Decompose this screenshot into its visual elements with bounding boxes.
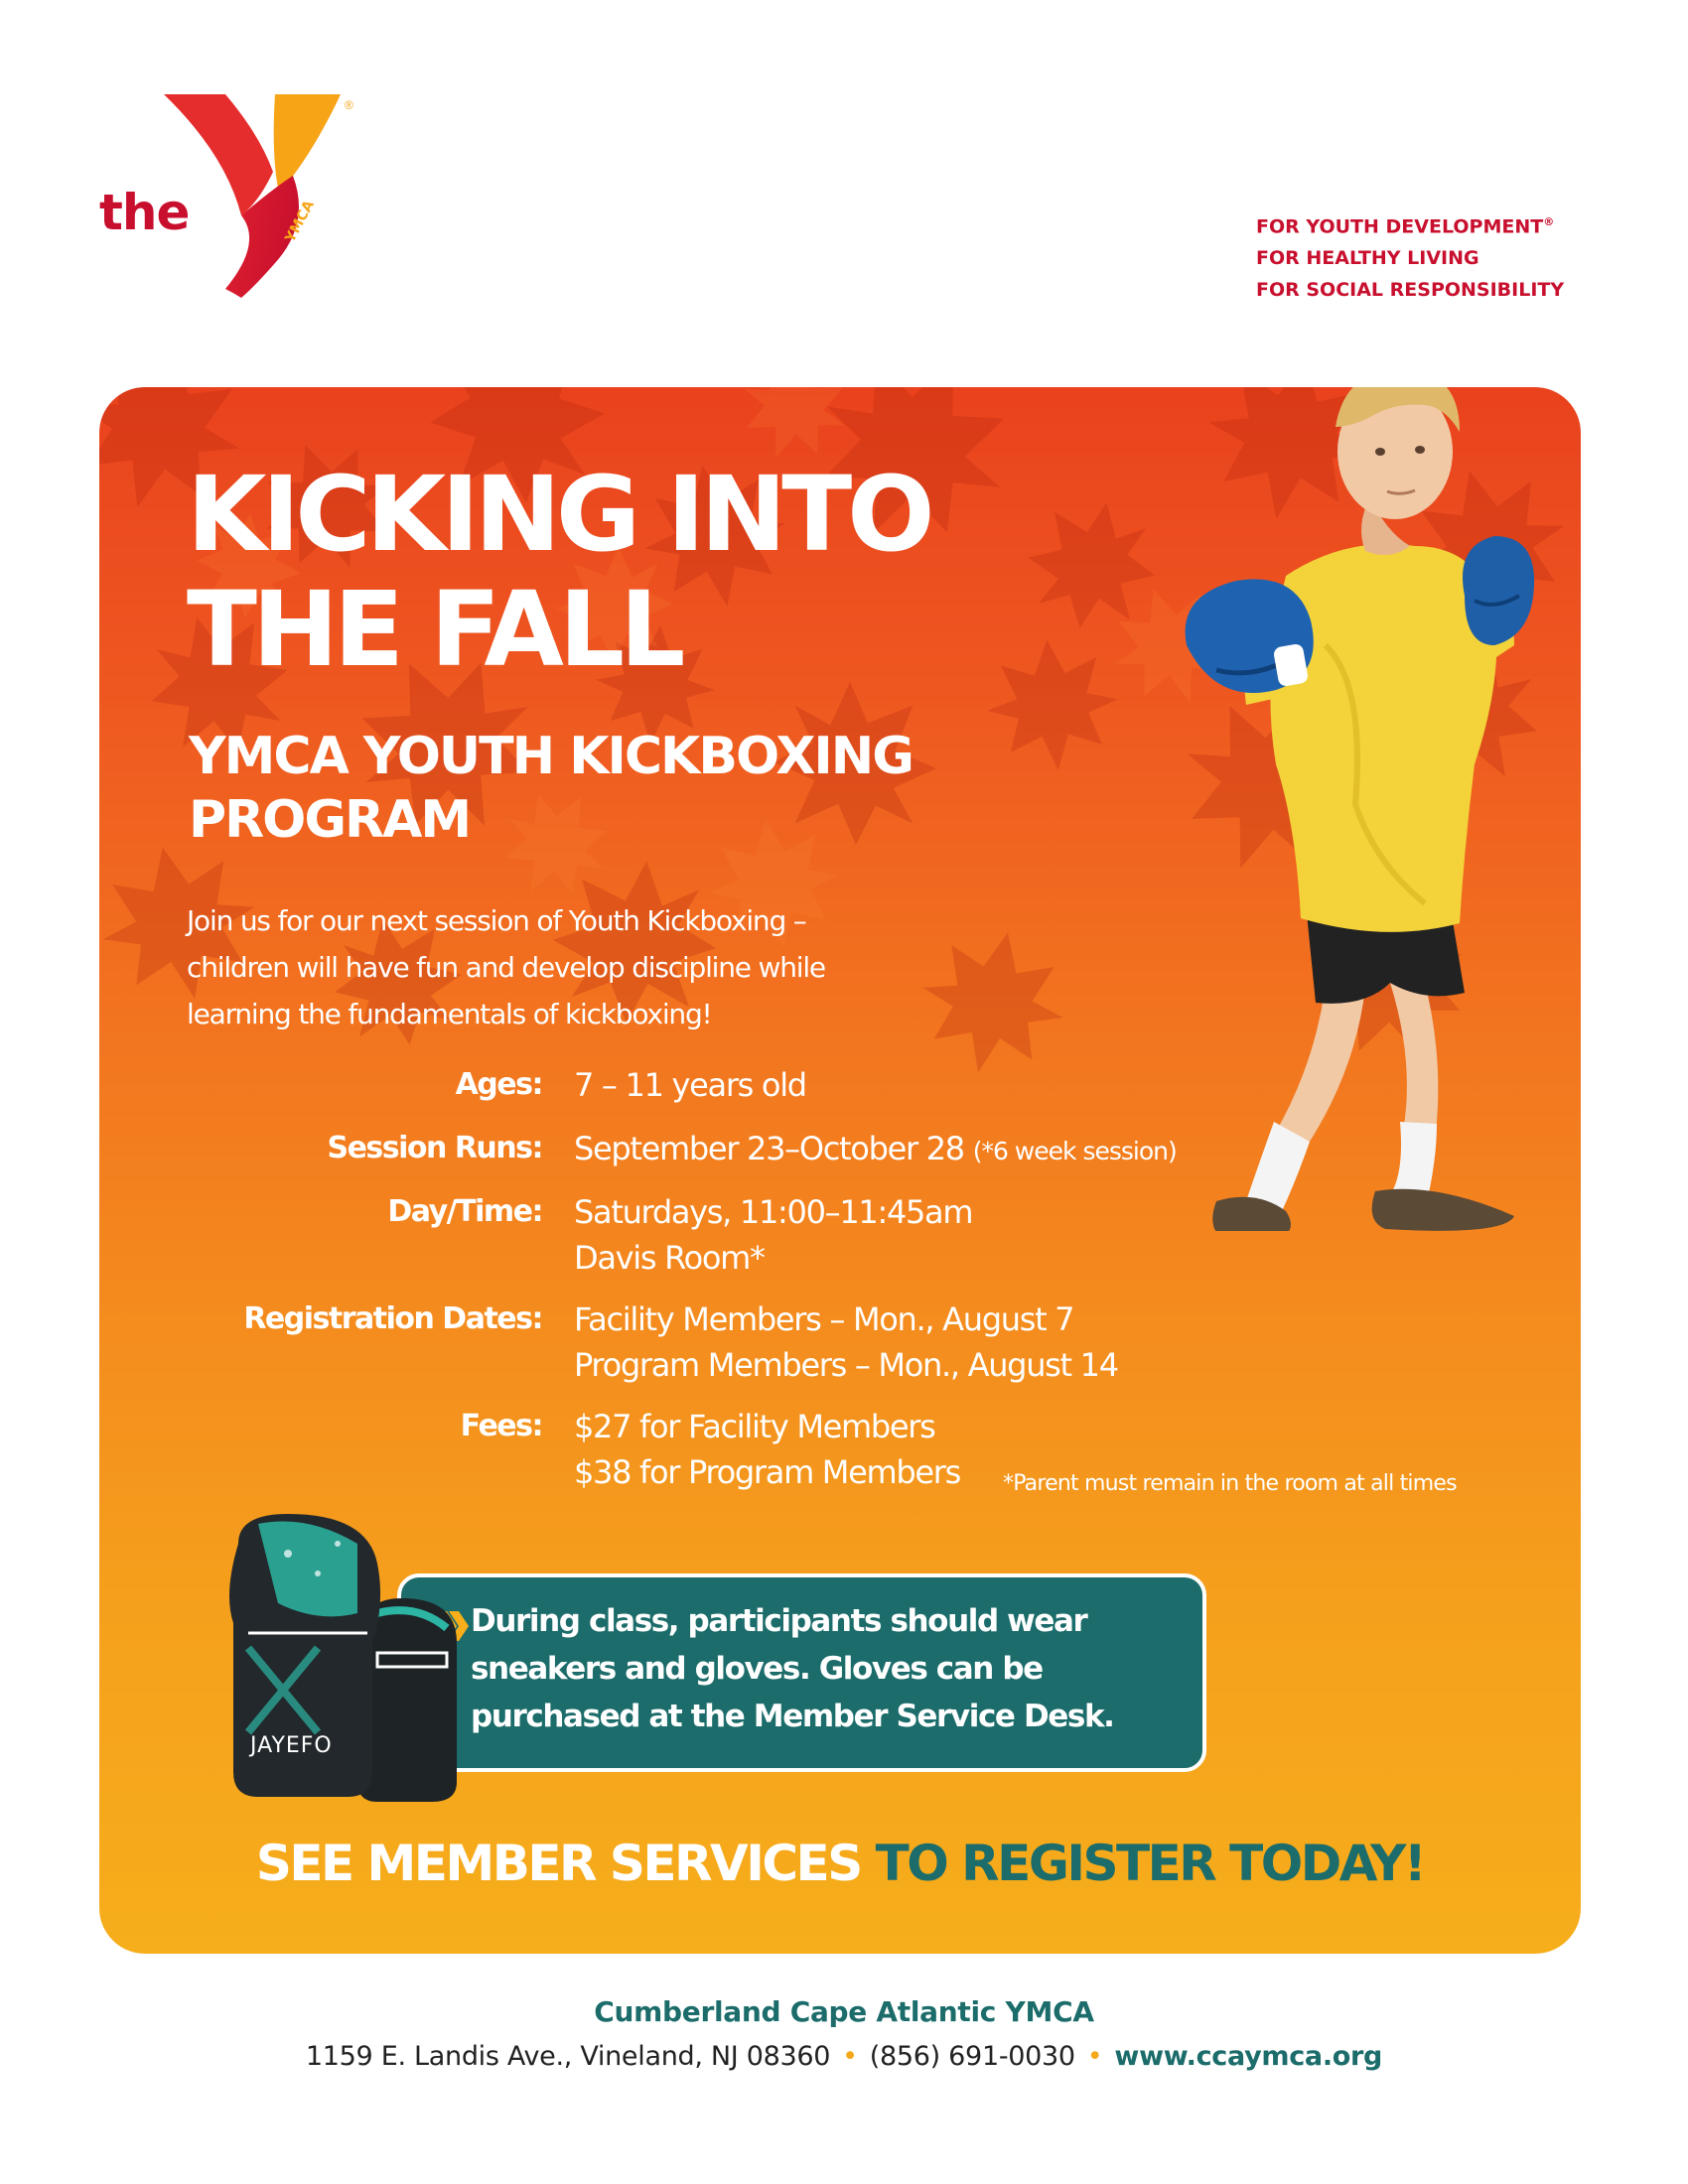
tagline-line-1: FOR YOUTH DEVELOPMENT® (1256, 215, 1555, 238)
session-label: Session Runs: (327, 1131, 542, 1165)
tagline-line-2: FOR HEALTHY LIVING (1256, 247, 1479, 270)
logo-word-the: the (99, 184, 190, 241)
separator-dot-2: • (1086, 2041, 1103, 2072)
parent-footnote: *Parent must remain in the room at all times (1003, 1471, 1457, 1496)
daytime-label: Day/Time: (387, 1194, 542, 1229)
gear-notice-line-2: sneakers and gloves. Gloves can be (471, 1651, 1043, 1687)
boy-boxer-illustration (1177, 387, 1581, 1231)
registration-label: Registration Dates: (243, 1301, 542, 1336)
program-title (189, 725, 913, 852)
gear-notice-line-1: During class, participants should wear (471, 1603, 1087, 1639)
register-call-to-action (99, 1835, 1581, 1892)
boxing-gloves-image (218, 1504, 477, 1807)
program-title-line-1: YMCA YOUTH KICKBOXING (189, 727, 913, 786)
registration-program-value: Program Members – Mon., August 14 (574, 1346, 1118, 1384)
address-text: 1159 E. Landis Ave., Vineland, NJ 08360 (305, 2041, 831, 2072)
intro-line-1: Join us for our next session of Youth Kickboxing – (187, 904, 806, 937)
program-title-line-2: PROGRAM (189, 790, 471, 850)
logo-registered-mark: ® (345, 98, 353, 112)
intro-line-2: children will have fun and develop discipline while (187, 951, 825, 984)
room-value: Davis Room* (574, 1239, 765, 1277)
gear-notice-text (471, 1597, 1114, 1740)
flyer-panel (99, 387, 1581, 1954)
intro-paragraph (187, 897, 902, 1037)
intro-line-3: learning the fundamentals of kickboxing! (187, 998, 712, 1030)
gear-notice-line-3: purchased at the Member Service Desk. (471, 1699, 1114, 1734)
headline-line-1: KICKING INTO (187, 454, 930, 575)
registration-facility-value: Facility Members – Mon., August 7 (574, 1300, 1074, 1338)
ages-label: Ages: (455, 1067, 542, 1102)
organization-name: Cumberland Cape Atlantic YMCA (594, 1995, 1094, 2028)
tagline (1256, 206, 1584, 306)
tagline-registered-mark: ® (1543, 215, 1555, 228)
daytime-value: Saturdays, 11:00–11:45am (574, 1193, 973, 1231)
fees-label: Fees: (460, 1409, 542, 1443)
logo-ymca-text: YMCA (282, 198, 318, 245)
gloves-brand-text: JAYEFO (250, 1733, 333, 1758)
cta-part-2: TO REGISTER TODAY! (875, 1835, 1425, 1892)
separator-dot-1: • (842, 2041, 858, 2072)
headline (187, 454, 930, 690)
cta-part-1: SEE MEMBER SERVICES (255, 1835, 861, 1892)
headline-line-2: THE FALL (187, 569, 681, 690)
ymca-y-icon (164, 94, 352, 303)
contact-line (0, 2041, 1688, 2072)
tagline-line-3: FOR SOCIAL RESPONSIBILITY (1256, 279, 1565, 302)
session-value: September 23–October 28 (*6 week session) (574, 1130, 1177, 1167)
phone-text: (856) 691-0030 (869, 2041, 1075, 2072)
fee-program-value: $38 for Program Members (574, 1453, 961, 1491)
session-note: (*6 week session) (972, 1137, 1177, 1165)
ages-value: 7 – 11 years old (574, 1066, 806, 1104)
fee-facility-value: $27 for Facility Members (574, 1408, 935, 1445)
gear-notice-box (397, 1573, 1206, 1772)
ymca-logo (94, 94, 372, 303)
website-link[interactable]: www.ccaymca.org (1114, 2041, 1383, 2072)
